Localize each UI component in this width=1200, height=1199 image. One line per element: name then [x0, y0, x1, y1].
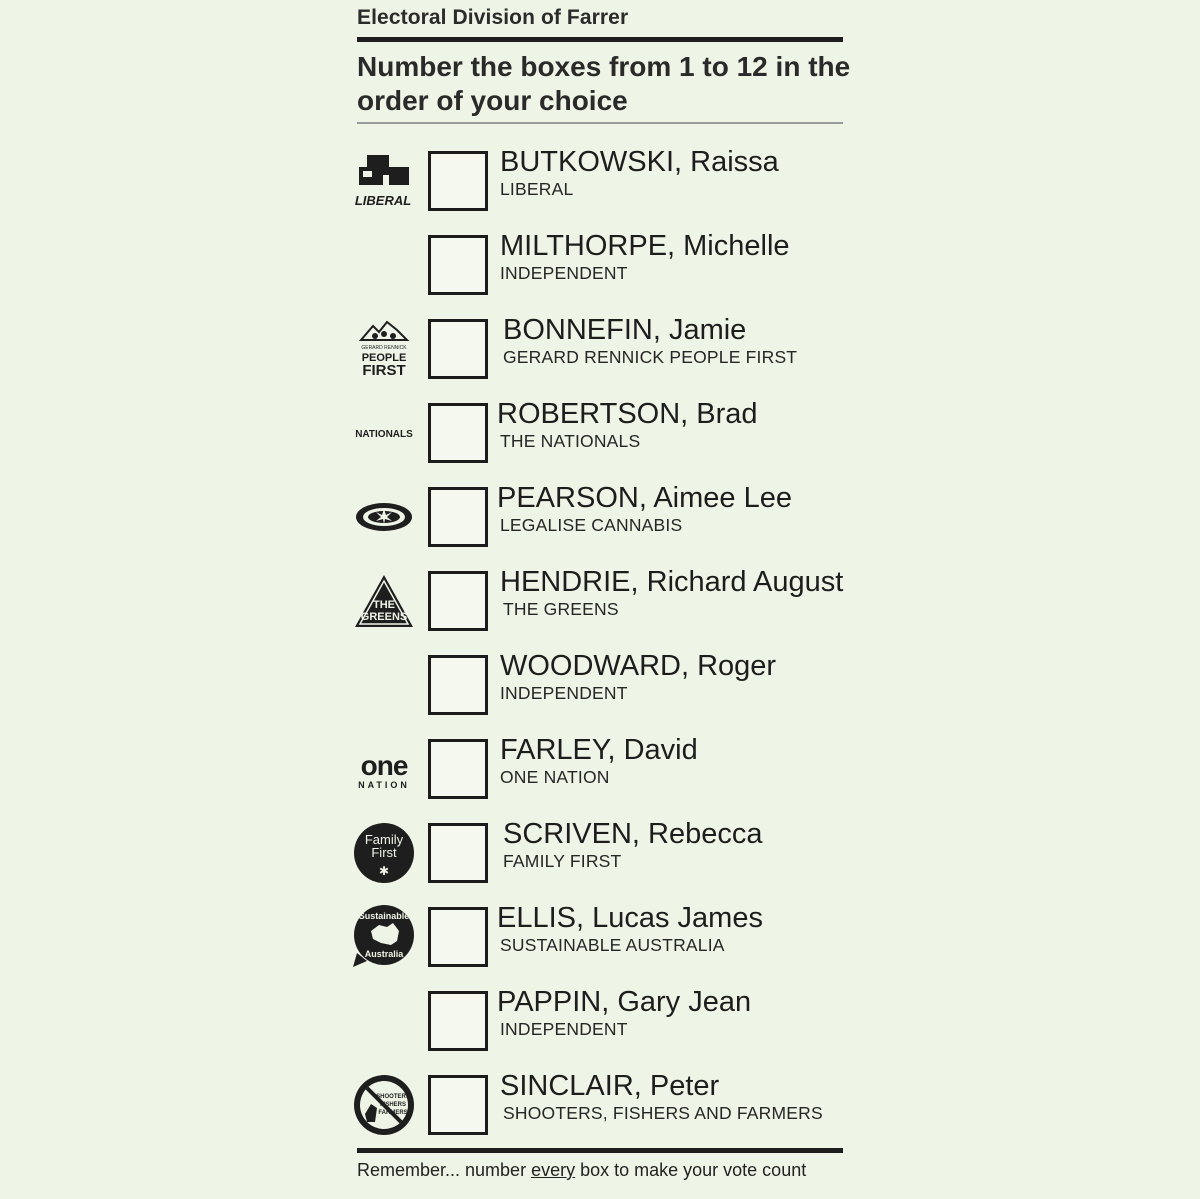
- preference-box-12[interactable]: [428, 1075, 488, 1135]
- candidate-party: LIBERAL: [500, 179, 574, 199]
- candidate-row: [0, 230, 1200, 305]
- preference-box-6[interactable]: [428, 571, 488, 631]
- svg-text:LIBERAL: LIBERAL: [354, 193, 412, 208]
- sustainable-australia-logo: [352, 905, 416, 969]
- svg-text:NATION: NATION: [358, 780, 410, 790]
- svg-text:Family: Family: [364, 832, 404, 847]
- candidate-party: INDEPENDENT: [500, 1019, 628, 1039]
- liberal-logo: [352, 149, 416, 213]
- candidate-party: ONE NATION: [500, 767, 610, 787]
- preference-box-11[interactable]: [428, 991, 488, 1051]
- candidate-name: SINCLAIR, Peter: [500, 1070, 720, 1102]
- greens-triangle-logo: [352, 569, 416, 633]
- nationals-logo: [352, 401, 416, 465]
- footer-text-end: box to make your vote count: [575, 1160, 807, 1180]
- svg-text:First: First: [371, 845, 397, 860]
- svg-text:✱: ✱: [378, 864, 390, 878]
- candidate-name: SCRIVEN, Rebecca: [503, 818, 763, 850]
- candidate-row: [0, 734, 1200, 809]
- candidate-row: [0, 146, 1200, 221]
- candidate-row: [0, 818, 1200, 893]
- svg-text:NATIONALS: NATIONALS: [355, 429, 413, 440]
- candidate-row: [0, 398, 1200, 473]
- svg-text:GERARD RENNICK: GERARD RENNICK: [361, 345, 407, 351]
- candidate-name: PEARSON, Aimee Lee: [497, 482, 792, 514]
- candidate-name: ROBERTSON, Brad: [497, 398, 758, 430]
- instruction-rule: [357, 122, 843, 124]
- svg-text:THE: THE: [373, 599, 395, 611]
- division-title: Electoral Division of Farrer: [357, 6, 629, 29]
- svg-text:one: one: [360, 750, 408, 781]
- candidate-name: BONNEFIN, Jamie: [503, 314, 747, 346]
- svg-text:FARMERS: FARMERS: [378, 1110, 408, 1116]
- candidate-row: [0, 482, 1200, 557]
- shooters-fishers-farmers-logo: [352, 1073, 416, 1137]
- svg-text:FIRST: FIRST: [362, 362, 406, 379]
- candidate-name: BUTKOWSKI, Raissa: [500, 146, 779, 178]
- candidate-name: MILTHORPE, Michelle: [500, 230, 790, 262]
- family-first-logo: [352, 821, 416, 885]
- cannabis-leaf-logo: [352, 485, 416, 549]
- footer-reminder: [357, 1160, 806, 1181]
- svg-text:GREENS: GREENS: [360, 611, 408, 623]
- candidate-party: INDEPENDENT: [500, 263, 628, 283]
- preference-box-4[interactable]: [428, 403, 488, 463]
- preference-box-1[interactable]: [428, 151, 488, 211]
- candidate-name: HENDRIE, Richard August: [500, 566, 844, 598]
- preference-box-3[interactable]: [428, 319, 488, 379]
- candidate-name: FARLEY, David: [500, 734, 698, 766]
- preference-box-10[interactable]: [428, 907, 488, 967]
- bottom-rule: [357, 1148, 843, 1153]
- candidate-name: PAPPIN, Gary Jean: [497, 986, 752, 1018]
- one-nation-logo: [352, 737, 416, 801]
- svg-text:Australia: Australia: [364, 949, 404, 959]
- candidate-party: SUSTAINABLE AUSTRALIA: [500, 935, 725, 955]
- svg-text:PEOPLE: PEOPLE: [361, 352, 407, 364]
- footer-text-start: Remember... number: [357, 1160, 532, 1180]
- candidate-name: ELLIS, Lucas James: [497, 902, 763, 934]
- candidate-party: GERARD RENNICK PEOPLE FIRST: [503, 347, 798, 367]
- svg-text:FISHERS: FISHERS: [379, 1102, 407, 1108]
- candidate-row: [0, 986, 1200, 1061]
- preference-box-2[interactable]: [428, 235, 488, 295]
- preference-box-5[interactable]: [428, 487, 488, 547]
- candidate-party: SHOOTERS, FISHERS AND FARMERS: [503, 1103, 823, 1123]
- top-rule: [357, 37, 843, 42]
- candidate-row: [0, 650, 1200, 725]
- candidate-party: THE NATIONALS: [500, 431, 641, 451]
- preference-box-9[interactable]: [428, 823, 488, 883]
- svg-text:Sustainable: Sustainable: [358, 911, 410, 921]
- candidate-row: [0, 314, 1200, 389]
- footer-emphasis: every: [531, 1160, 576, 1180]
- candidate-party: FAMILY FIRST: [503, 851, 622, 871]
- preference-box-7[interactable]: [428, 655, 488, 715]
- candidate-party: INDEPENDENT: [500, 683, 628, 703]
- candidate-name: WOODWARD, Roger: [500, 650, 777, 682]
- candidate-row: [0, 1070, 1200, 1145]
- candidate-party: LEGALISE CANNABIS: [500, 515, 683, 535]
- svg-text:SHOOTERS: SHOOTERS: [376, 1094, 410, 1100]
- candidate-party: THE GREENS: [503, 599, 619, 619]
- people-first-logo: [352, 317, 416, 381]
- candidate-row: [0, 902, 1200, 977]
- instruction-heading: Number the boxes from 1 to 12 in the order of your choice: [357, 51, 851, 116]
- candidate-row: [0, 566, 1200, 641]
- preference-box-8[interactable]: [428, 739, 488, 799]
